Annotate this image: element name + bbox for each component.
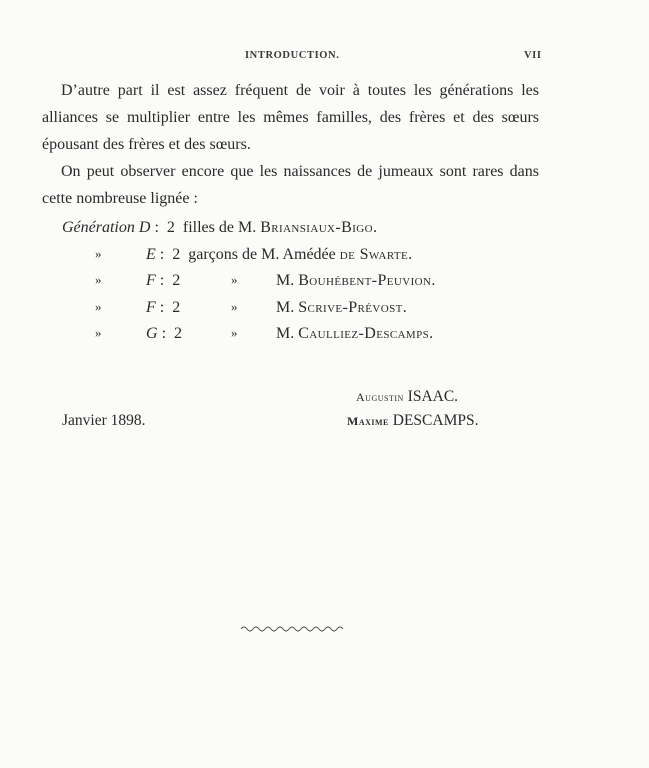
generation-entry: F : 2 <box>146 298 181 316</box>
wavy-flourish-icon <box>240 624 344 634</box>
twin-count: 2 <box>172 245 181 263</box>
twin-row-generation-f-1 <box>0 272 649 299</box>
twin-count: 2 <box>172 272 181 289</box>
twin-row-generation-e <box>0 246 649 273</box>
twin-count: 2 <box>174 325 183 342</box>
twin-count: 2 <box>172 298 181 316</box>
ditto-mark: » <box>95 245 102 261</box>
generation-letter: F <box>146 272 156 289</box>
generation-label: Génération D : 2 filles de M. Briansiaux-Bigo. <box>62 219 378 236</box>
page-number: VII <box>524 50 542 61</box>
ditto-mark: » <box>95 298 102 314</box>
family-name: M. Caulliez-Descamps. <box>276 325 434 342</box>
ditto-mark: » <box>95 325 102 340</box>
generation-letter: F <box>146 298 156 316</box>
date-line: Janvier 1898. <box>62 412 146 429</box>
generation-entry: G : 2 <box>146 325 183 342</box>
ditto-mark: » <box>231 298 238 314</box>
twin-row-generation-d <box>0 219 649 246</box>
generation-entry: F : 2 <box>146 272 181 289</box>
twin-count: 2 <box>166 219 175 236</box>
signature-maxime-descamps: Maxime DESCAMPS. <box>347 412 479 429</box>
twin-row-generation-f-2 <box>0 299 649 326</box>
generation-letter: G <box>146 325 158 342</box>
family-name: de Swarte. <box>339 245 413 263</box>
family-name: M. Bouhébent-Peuvion. <box>276 272 436 289</box>
generation-letter: D <box>138 219 151 236</box>
ditto-mark: » <box>95 272 102 287</box>
generation-letter: E <box>146 245 156 263</box>
generation-entry: E : 2 garçons de M. Amédée de Swarte. <box>146 245 413 263</box>
ditto-mark: » <box>231 272 238 287</box>
signature-augustin-isaac: Augustin ISAAC. <box>356 388 459 405</box>
paragraph-alliances: D’autre part il est assez fréquent de voir à toutes les générations les alliances se multiplier entre les mêmes familles, des frères et des sœurs épousant des frères et des sœurs. <box>42 82 539 153</box>
family-name: M. Scrive-Prévost. <box>276 298 408 316</box>
twin-births-list <box>0 219 649 352</box>
running-head-title: INTRODUCTION. <box>245 50 340 61</box>
twin-row-generation-g <box>0 325 649 352</box>
family-name: Briansiaux-Bigo. <box>260 219 378 236</box>
paragraph-twins-intro: On peut observer encore que les naissances de jumeaux sont rares dans cette nombreuse lignée : <box>42 163 539 207</box>
ditto-mark: » <box>231 325 238 340</box>
